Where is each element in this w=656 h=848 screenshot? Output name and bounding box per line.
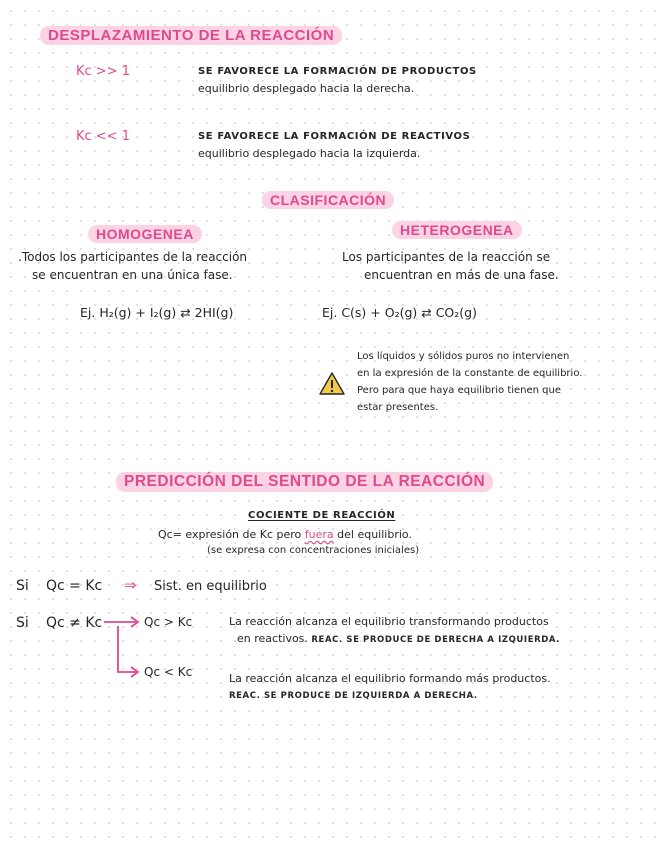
qc-definition [158,528,412,541]
qc-definition-line2: (se expresa con concentraciones iniciales) [207,545,420,556]
condition-kc-less: Kc << 1 [76,129,130,144]
heterogenea-desc [342,248,559,284]
qc-def-emphasis: fuera [304,528,334,541]
row1-line2: equilibrio desplegado hacia la derecha. [198,82,415,95]
note-line2: en la expresión de la constante de equilibrio. [357,368,583,379]
note-block [357,348,582,416]
homogenea-desc [18,248,247,284]
case-eq-result: Sist. en equilibrio [154,579,267,594]
branch1-line2-caps: REAC. SE PRODUCE DE DERECHA A IZQUIERDA. [311,635,561,645]
section-title-clasificacion: CLASIFICACIÓN [262,191,394,209]
heterogenea-line1: Los participantes de la reacción se [342,250,551,264]
case-eq-si: Si [16,578,29,594]
section-title-desplazamiento: DESPLAZAMIENTO DE LA REACCIÓN [40,26,342,45]
qc-def-post: del equilibrio. [333,528,412,541]
branch2-line2: REAC. SE PRODUCE DE IZQUIERDA A DERECHA. [229,691,478,701]
case-eq-condition: Qc = Kc [46,578,103,594]
branch1-line2 [237,632,560,645]
condition-kc-greater: Kc >> 1 [76,64,130,79]
subtitle-cociente: COCIENTE DE REACCIÓN [248,510,396,521]
heterogenea-line2: encuentran en más de una fase. [364,268,559,282]
branch1-condition: Qc > Kc [144,615,193,629]
branch1-line2-text: en reactivos. [237,632,312,645]
branch1-line1: La reacción alcanza el equilibrio transformando productos [229,615,549,628]
homogenea-example: Ej. H₂(g) + I₂(g) ⇄ 2HI(g) [80,305,234,320]
row2-line1: SE FAVORECE LA FORMACIÓN DE REACTIVOS [198,131,471,142]
row1-line1: SE FAVORECE LA FORMACIÓN DE PRODUCTOS [198,66,477,77]
case-neq-si: Si [16,615,29,631]
warning-icon [318,371,346,397]
homogenea-line1: .Todos los participantes de la reacción [18,250,248,264]
note-line3: Pero para que haya equilibrio tienen que [357,385,562,396]
branch2-condition: Qc < Kc [144,665,193,679]
case-eq-arrow: ⇒ [124,576,137,594]
case-neq-condition: Qc ≠ Kc [46,615,103,631]
row2-line2: equilibrio desplegado hacia la izquierda. [198,147,421,160]
qc-def-pre: Qc= expresión de Kc pero [158,528,305,541]
homogenea-line2: se encuentran en una única fase. [32,268,233,282]
section-title-prediccion: PREDICCIÓN DEL SENTIDO DE LA REACCIÓN [116,472,493,492]
branch-arrows [100,612,148,684]
note-line4: estar presentes. [357,402,439,413]
note-line1: Los líquidos y sólidos puros no intervienen [357,351,570,362]
heading-heterogenea: HETEROGENEA [392,221,522,239]
heading-homogenea: HOMOGENEA [88,225,202,243]
heterogenea-example: Ej. C(s) + O₂(g) ⇄ CO₂(g) [322,305,477,320]
branch2-line1: La reacción alcanza el equilibrio formando más productos. [229,672,551,685]
